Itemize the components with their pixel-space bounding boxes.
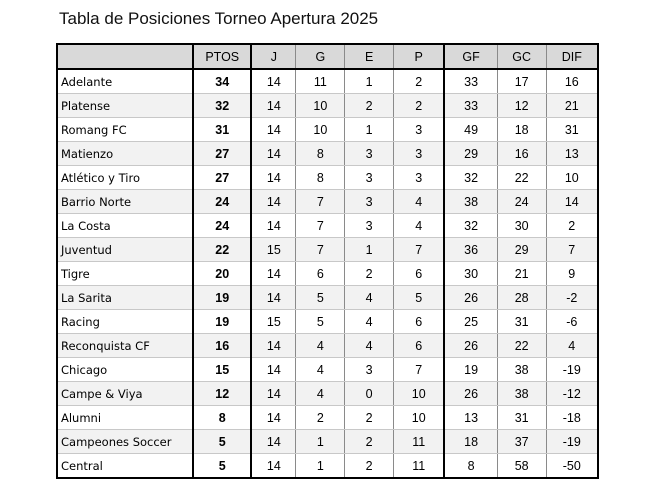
goals-for-cell: 49 [444, 118, 497, 142]
goal-difference-cell: -19 [546, 358, 598, 382]
goals-for-cell: 13 [444, 406, 497, 430]
goals-against-cell: 31 [497, 406, 546, 430]
drawn-cell: 1 [345, 238, 394, 262]
goal-difference-cell: -18 [546, 406, 598, 430]
points-cell: 32 [193, 94, 251, 118]
drawn-cell: 3 [345, 214, 394, 238]
drawn-cell: 3 [345, 190, 394, 214]
played-cell: 14 [251, 214, 296, 238]
table-row [57, 118, 598, 142]
won-cell: 4 [296, 382, 345, 406]
team-name-cell: Campeones Soccer [57, 430, 193, 454]
drawn-cell: 3 [345, 166, 394, 190]
table-row [57, 406, 598, 430]
table-row [57, 214, 598, 238]
page-title: Tabla de Posiciones Torneo Apertura 2025 [59, 9, 379, 28]
goals-for-cell: 33 [444, 94, 497, 118]
table-row [57, 190, 598, 214]
played-cell: 14 [251, 69, 296, 94]
points-cell: 24 [193, 190, 251, 214]
goals-for-cell: 26 [444, 334, 497, 358]
goals-against-cell: 30 [497, 214, 546, 238]
drawn-cell: 1 [345, 69, 394, 94]
played-cell: 15 [251, 238, 296, 262]
played-cell: 14 [251, 406, 296, 430]
goals-against-cell: 31 [497, 310, 546, 334]
won-cell: 6 [296, 262, 345, 286]
drawn-cell: 4 [345, 286, 394, 310]
team-name-cell: La Costa [57, 214, 193, 238]
goal-difference-cell: 31 [546, 118, 598, 142]
played-cell: 15 [251, 310, 296, 334]
goals-against-cell: 24 [497, 190, 546, 214]
goals-against-cell: 58 [497, 454, 546, 479]
lost-cell: 6 [394, 334, 445, 358]
played-cell: 14 [251, 358, 296, 382]
drawn-cell: 3 [345, 358, 394, 382]
team-name-cell: Juventud [57, 238, 193, 262]
won-cell: 5 [296, 286, 345, 310]
goals-against-cell: 28 [497, 286, 546, 310]
drawn-cell: 4 [345, 334, 394, 358]
drawn-cell: 2 [345, 262, 394, 286]
goals-for-cell: 26 [444, 286, 497, 310]
played-cell: 14 [251, 262, 296, 286]
goals-for-cell: 26 [444, 382, 497, 406]
played-cell: 14 [251, 166, 296, 190]
won-cell: 4 [296, 334, 345, 358]
goal-difference-cell: -2 [546, 286, 598, 310]
goals-against-cell: 38 [497, 382, 546, 406]
goals-against-cell: 38 [497, 358, 546, 382]
points-cell: 27 [193, 166, 251, 190]
goals-for-cell: 33 [444, 69, 497, 94]
goals-against-cell: 18 [497, 118, 546, 142]
points-cell: 19 [193, 310, 251, 334]
table-row [57, 262, 598, 286]
goals-for-cell: 19 [444, 358, 497, 382]
table-row [57, 454, 598, 479]
drawn-cell: 3 [345, 142, 394, 166]
points-cell: 12 [193, 382, 251, 406]
team-name-cell: Matienzo [57, 142, 193, 166]
played-cell: 14 [251, 118, 296, 142]
won-cell: 10 [296, 118, 345, 142]
goals-for-cell: 29 [444, 142, 497, 166]
goal-difference-cell: -50 [546, 454, 598, 479]
team-name-cell: Tigre [57, 262, 193, 286]
played-cell: 14 [251, 190, 296, 214]
points-cell: 8 [193, 406, 251, 430]
column-header-gc: GC [497, 44, 546, 69]
lost-cell: 7 [394, 238, 445, 262]
goal-difference-cell: 21 [546, 94, 598, 118]
drawn-cell: 2 [345, 94, 394, 118]
lost-cell: 11 [394, 430, 445, 454]
won-cell: 4 [296, 358, 345, 382]
goal-difference-cell: -6 [546, 310, 598, 334]
lost-cell: 7 [394, 358, 445, 382]
points-cell: 16 [193, 334, 251, 358]
drawn-cell: 0 [345, 382, 394, 406]
team-name-cell: Romang FC [57, 118, 193, 142]
goals-for-cell: 25 [444, 310, 497, 334]
won-cell: 7 [296, 214, 345, 238]
column-header-dif: DIF [546, 44, 598, 69]
played-cell: 14 [251, 334, 296, 358]
goal-difference-cell: 9 [546, 262, 598, 286]
points-cell: 34 [193, 69, 251, 94]
lost-cell: 2 [394, 94, 445, 118]
lost-cell: 6 [394, 310, 445, 334]
table-row [57, 358, 598, 382]
lost-cell: 3 [394, 118, 445, 142]
won-cell: 7 [296, 238, 345, 262]
goals-against-cell: 22 [497, 334, 546, 358]
column-header-g: G [296, 44, 345, 69]
standings-body [57, 69, 598, 478]
points-cell: 20 [193, 262, 251, 286]
goal-difference-cell: -19 [546, 430, 598, 454]
drawn-cell: 2 [345, 454, 394, 479]
drawn-cell: 2 [345, 430, 394, 454]
points-cell: 22 [193, 238, 251, 262]
played-cell: 14 [251, 94, 296, 118]
table-row [57, 94, 598, 118]
drawn-cell: 2 [345, 406, 394, 430]
column-header-team [57, 44, 193, 69]
lost-cell: 10 [394, 382, 445, 406]
lost-cell: 4 [394, 190, 445, 214]
goals-against-cell: 21 [497, 262, 546, 286]
goals-against-cell: 22 [497, 166, 546, 190]
won-cell: 7 [296, 190, 345, 214]
goals-for-cell: 8 [444, 454, 497, 479]
won-cell: 1 [296, 454, 345, 479]
lost-cell: 5 [394, 286, 445, 310]
team-name-cell: Chicago [57, 358, 193, 382]
lost-cell: 11 [394, 454, 445, 479]
table-row [57, 382, 598, 406]
column-header-pts: PTOS [193, 44, 251, 69]
table-row [57, 430, 598, 454]
played-cell: 14 [251, 286, 296, 310]
team-name-cell: Racing [57, 310, 193, 334]
played-cell: 14 [251, 454, 296, 479]
column-header-gf: GF [444, 44, 497, 69]
team-name-cell: Barrio Norte [57, 190, 193, 214]
points-cell: 31 [193, 118, 251, 142]
played-cell: 14 [251, 430, 296, 454]
goals-against-cell: 12 [497, 94, 546, 118]
table-row [57, 238, 598, 262]
goal-difference-cell: 16 [546, 69, 598, 94]
points-cell: 27 [193, 142, 251, 166]
won-cell: 1 [296, 430, 345, 454]
table-row [57, 310, 598, 334]
played-cell: 14 [251, 142, 296, 166]
goals-against-cell: 16 [497, 142, 546, 166]
goals-against-cell: 17 [497, 69, 546, 94]
goals-for-cell: 38 [444, 190, 497, 214]
lost-cell: 6 [394, 262, 445, 286]
team-name-cell: La Sarita [57, 286, 193, 310]
goal-difference-cell: 2 [546, 214, 598, 238]
lost-cell: 4 [394, 214, 445, 238]
team-name-cell: Campe & Viya [57, 382, 193, 406]
lost-cell: 10 [394, 406, 445, 430]
standings-table [56, 43, 599, 479]
won-cell: 8 [296, 166, 345, 190]
goals-for-cell: 30 [444, 262, 497, 286]
team-name-cell: Alumni [57, 406, 193, 430]
drawn-cell: 4 [345, 310, 394, 334]
goals-for-cell: 18 [444, 430, 497, 454]
points-cell: 15 [193, 358, 251, 382]
goals-against-cell: 37 [497, 430, 546, 454]
goal-difference-cell: 14 [546, 190, 598, 214]
won-cell: 2 [296, 406, 345, 430]
points-cell: 5 [193, 454, 251, 479]
goals-against-cell: 29 [497, 238, 546, 262]
table-row [57, 142, 598, 166]
team-name-cell: Platense [57, 94, 193, 118]
column-header-p: P [394, 44, 445, 69]
points-cell: 24 [193, 214, 251, 238]
team-name-cell: Central [57, 454, 193, 479]
won-cell: 10 [296, 94, 345, 118]
team-name-cell: Adelante [57, 69, 193, 94]
team-name-cell: Atlético y Tiro [57, 166, 193, 190]
played-cell: 14 [251, 382, 296, 406]
points-cell: 5 [193, 430, 251, 454]
goals-for-cell: 32 [444, 214, 497, 238]
goal-difference-cell: 10 [546, 166, 598, 190]
table-row [57, 69, 598, 94]
won-cell: 11 [296, 69, 345, 94]
won-cell: 5 [296, 310, 345, 334]
goal-difference-cell: 7 [546, 238, 598, 262]
goal-difference-cell: 13 [546, 142, 598, 166]
goal-difference-cell: -12 [546, 382, 598, 406]
lost-cell: 3 [394, 166, 445, 190]
goals-for-cell: 32 [444, 166, 497, 190]
header-row [57, 44, 598, 69]
column-header-e: E [345, 44, 394, 69]
lost-cell: 3 [394, 142, 445, 166]
table-row [57, 286, 598, 310]
team-name-cell: Reconquista CF [57, 334, 193, 358]
table-row [57, 334, 598, 358]
goal-difference-cell: 4 [546, 334, 598, 358]
drawn-cell: 1 [345, 118, 394, 142]
table-row [57, 166, 598, 190]
goals-for-cell: 36 [444, 238, 497, 262]
column-header-j: J [251, 44, 296, 69]
won-cell: 8 [296, 142, 345, 166]
points-cell: 19 [193, 286, 251, 310]
lost-cell: 2 [394, 69, 445, 94]
